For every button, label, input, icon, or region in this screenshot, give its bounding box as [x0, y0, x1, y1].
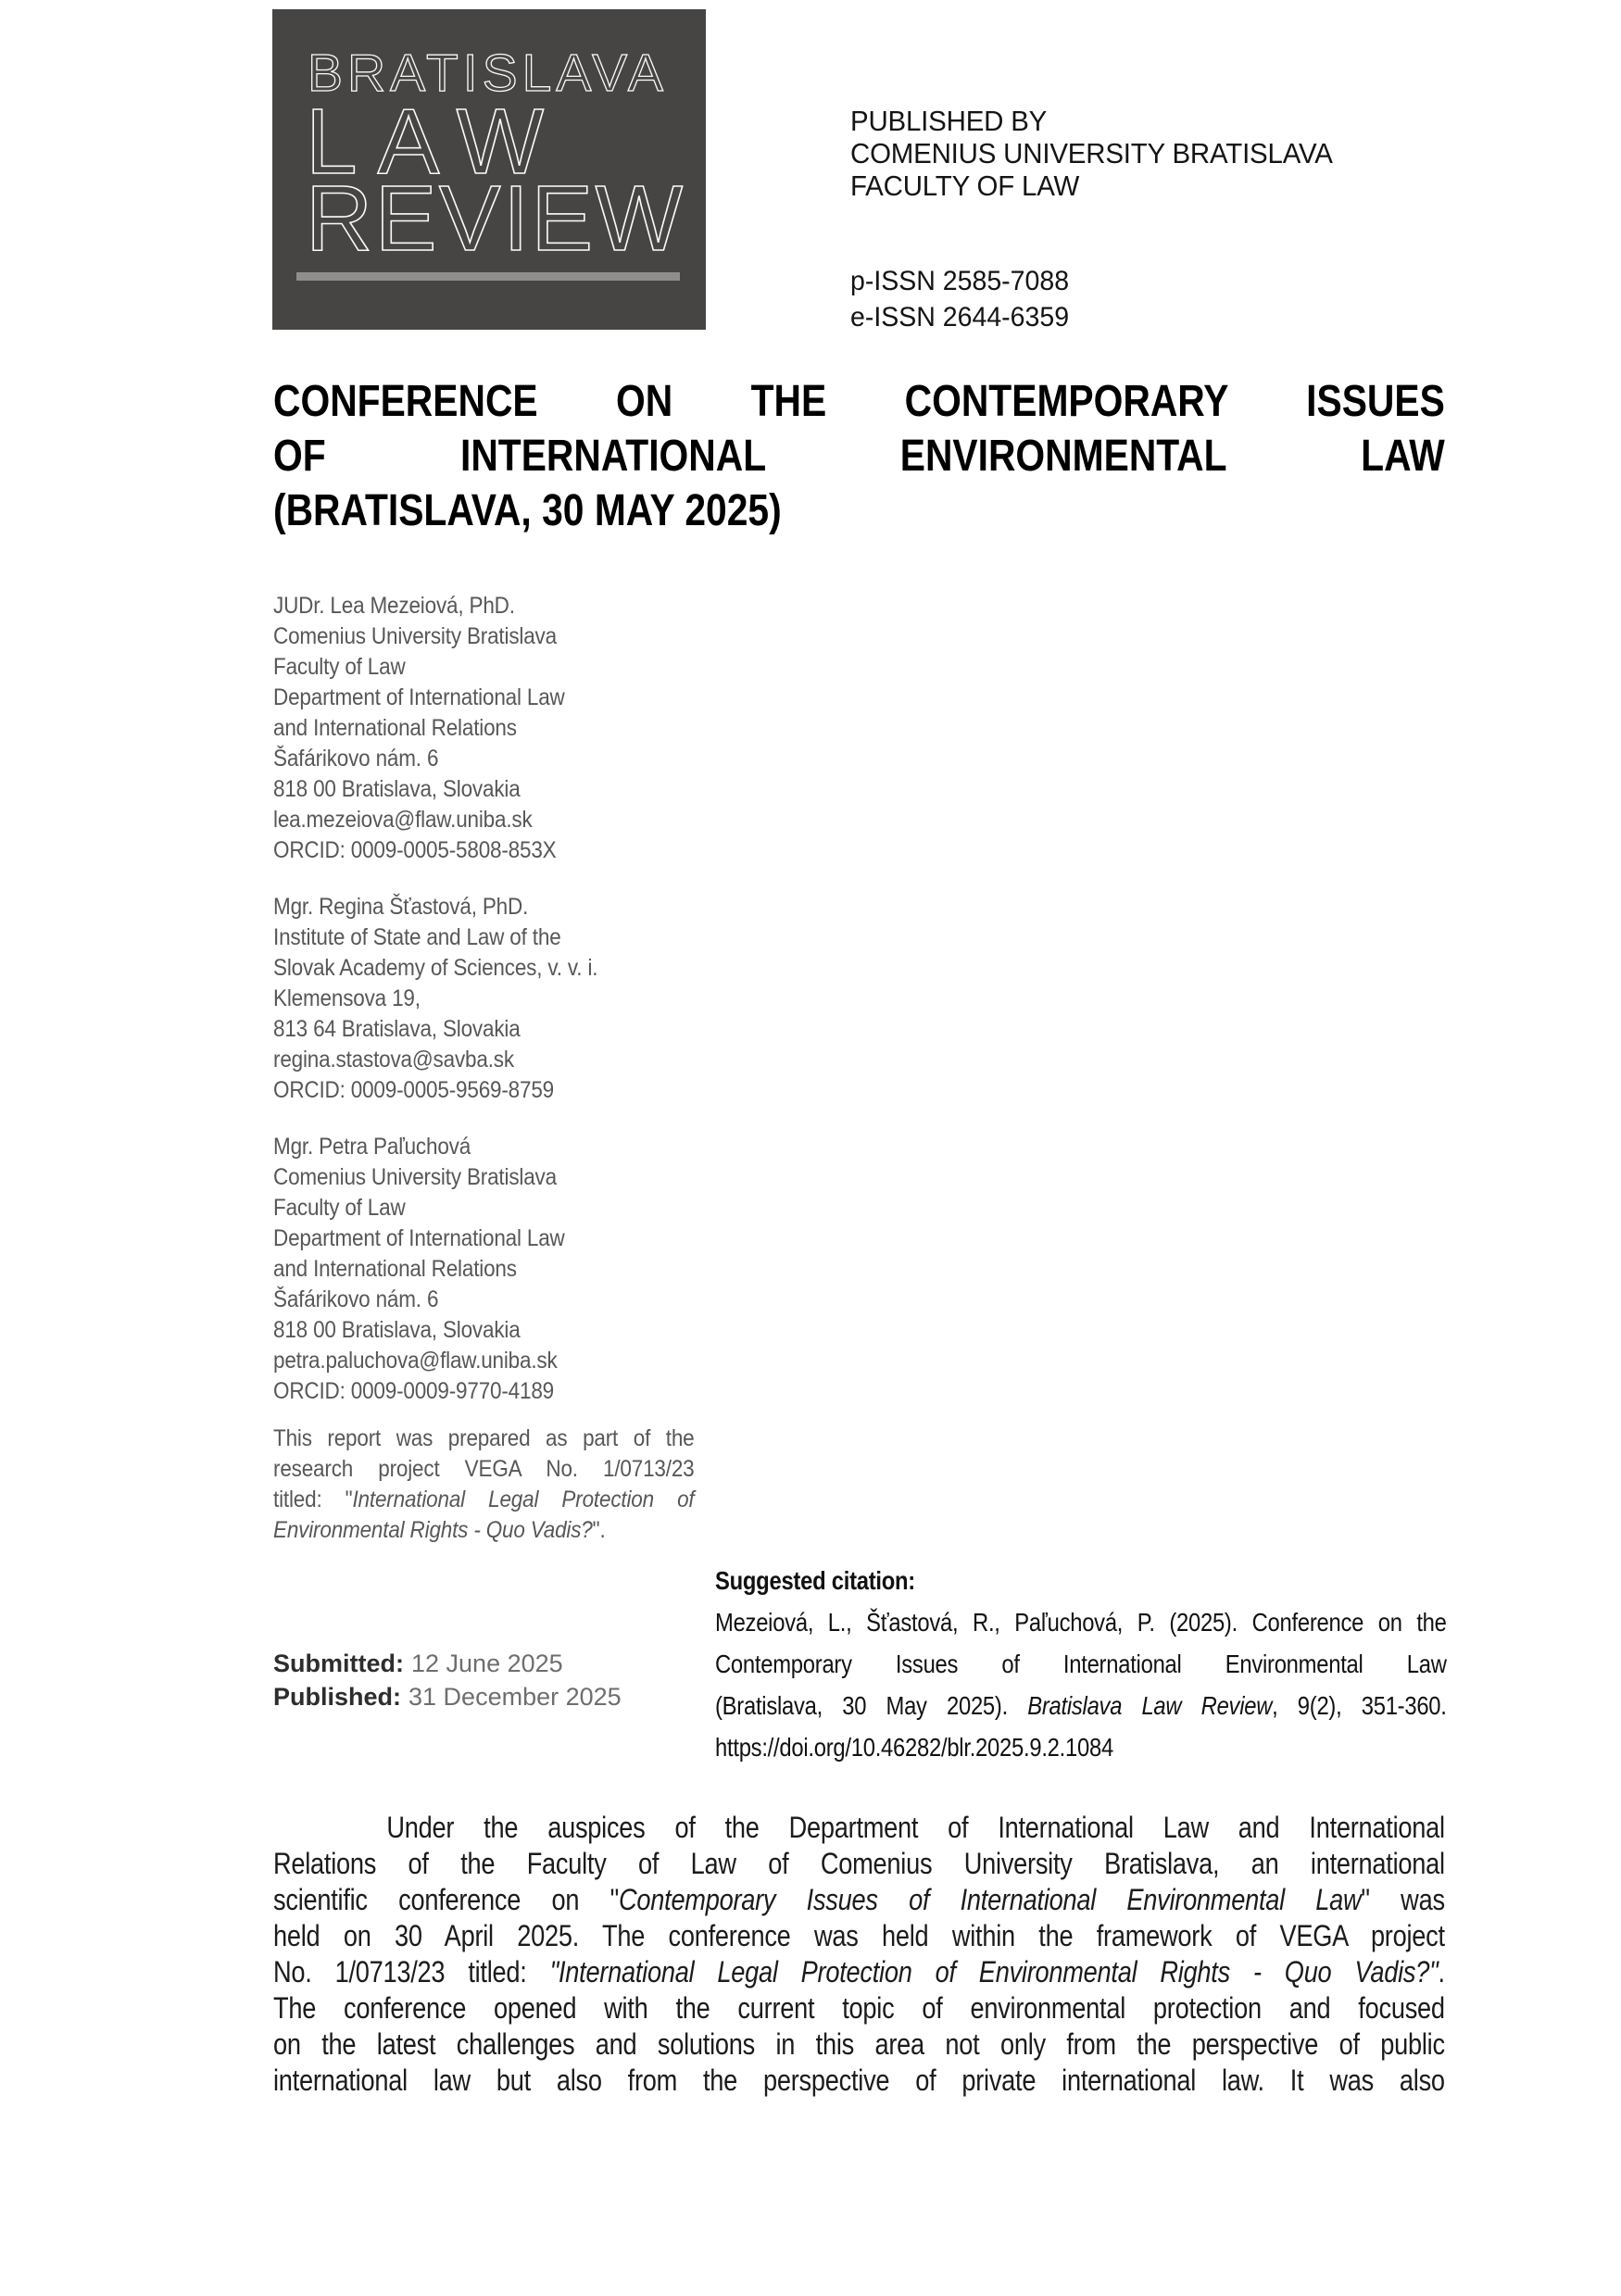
logo-word-law: LAW: [306, 90, 564, 194]
author-block-2: Mgr. Regina Šťastová, PhD. Institute of State and Law of the Slovak Academy of Sciences, v. v. i. Klemensova 19, 813 64 Bratislava, Slovakia regina.stastova@savba.sk ORCID: 0009-0005-9569-8759: [273, 894, 598, 1103]
issn-block: [850, 263, 1290, 335]
published-row: [273, 1680, 622, 1713]
logo-word-review: REVIEW: [306, 167, 685, 270]
submitted-row: [273, 1647, 622, 1680]
citation-label: Suggested citation:: [715, 1566, 915, 1595]
published-label: Published:: [273, 1683, 402, 1711]
logo-word-bratislava: BRATISLAVA: [308, 44, 668, 103]
author-block-3: Mgr. Petra Paľuchová Comenius University Bratislava Faculty of Law Department of International Law and International Relations Šafárikovo nám. 6 818 00 Bratislava, Slovakia petra.paluchova@flaw.uniba.sk ORCID: 0009-0009-9770-4189: [273, 1134, 565, 1404]
logo-underline: [296, 272, 680, 281]
dates-block: [273, 1647, 622, 1713]
funding-note: This report was prepared as part of the research project VEGA No. 1/0713/23 titled: "International Legal Protection of Environmental Rights - Quo Vadis?".: [273, 1425, 695, 1543]
electronic-issn: e-ISSN 2644-6359: [850, 302, 1070, 332]
citation-block: [715, 1560, 1447, 1768]
print-issn: p-ISSN 2585-7088: [850, 266, 1070, 296]
submitted-label: Submitted:: [273, 1650, 404, 1677]
body-paragraph: Under the auspices of the Department of International Law and International Relations of the Faculty of Law of Comenius University Bratislava, an international scientific conference on "Contemporary Issues of International Environmental Law" was held on 30 April 2025. The conference was held within the framework of VEGA project No. 1/0713/23 titled: "International Legal Protection of Environmental Rights - Quo Vadis?". The conference opened with the current topic of environmental protection and focused on the latest challenges and solutions in this area not only from the perspective of public international law but also from the perspective of private international law. It was also: [273, 1811, 1445, 2097]
author-info-column: [273, 591, 790, 1546]
publisher-block: PUBLISHED BY COMENIUS UNIVERSITY BRATISLAVA FACULTY OF LAW: [850, 105, 1333, 202]
submitted-value: 12 June 2025: [411, 1650, 563, 1677]
citation-text: Mezeiová, L., Šťastová, R., Paľuchová, P. (2025). Conference on the Contemporary Issues of International Environmental Law (Bratislava, 30 May 2025). Bratislava Law Review, 9(2), 351-360. https://doi.org/10.46282/blr.2025.9.2.1084: [715, 1608, 1447, 1762]
journal-logo: [272, 9, 706, 330]
journal-logo-graphic: [272, 9, 706, 330]
published-value: 31 December 2025: [408, 1683, 622, 1711]
article-title: CONFERENCE ON THE CONTEMPORARY ISSUES OF INTERNATIONAL ENVIRONMENTAL LAW (BRATISLAVA, 30 MAY 2025): [273, 377, 1445, 535]
author-block-1: JUDr. Lea Mezeiová, PhD. Comenius University Bratislava Faculty of Law Department of International Law and International Relations Šafárikovo nám. 6 818 00 Bratislava, Slovakia lea.mezeiova@flaw.uniba.sk ORCID: 0009-0005-5808-853X: [273, 593, 565, 863]
